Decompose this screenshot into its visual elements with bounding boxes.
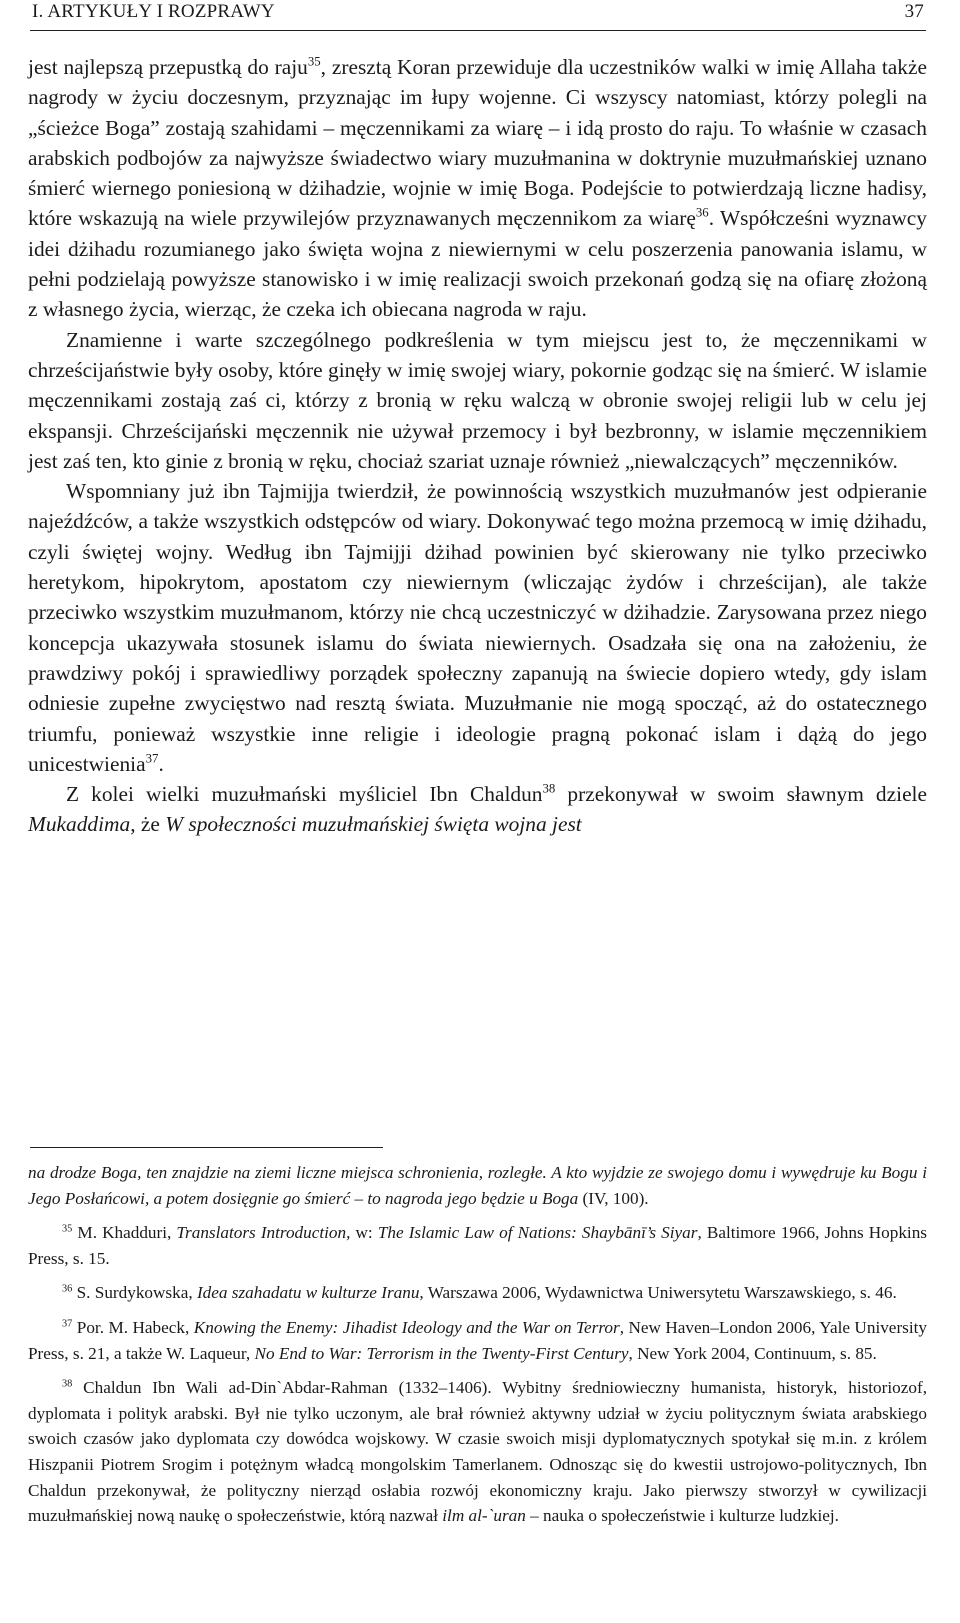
text-run: Znamienne i warte szczególnego podkreślenia w tym miejscu jest to, że męczennikami w chrześcijaństwie były osoby, które ginęły w imię swojej wiary, pokornie godząc się na śmierć. W islamie męczennikami zostają zaś ci, którzy z bronią w ręku walczą w obronie swojej religii lub w celu jej ekspansji. Chrześcijański męczennik nie używał przemocy i był bezbronny, w islamie męczennikiem jest zaś ten, kto ginie z bronią w ręku, chociaż szariat uznaje również „niewalczących” męczenników. (28, 327, 927, 473)
footnote-ref: 37 (145, 751, 159, 766)
paragraph-3 (28, 476, 927, 779)
text-run: – nauka o społeczeństwie i kulturze ludzkiej. (525, 1506, 839, 1526)
footnotes (28, 1160, 927, 1538)
italic-run: Knowing the Enemy: Jihadist Ideology and the War on Terror (193, 1317, 620, 1337)
text-run: , zresztą Koran przewiduje dla uczestników walki w imię Allaha także nagrody w życiu doczesnym, przyznając im łupy wojenne. Ci wszyscy natomiast, którzy polegli na „ścieżce Boga” zostają szahidami – męczennikami za wiarę – i idą prosto do raju. To właśnie w czasach arabskich podbojów za najwyższe świadectwo wiary muzułmanina w doktrynie muzułmańskiej uznano śmierć wiernego poniesioną w dżihadzie, wojnie w imię Boga. Podejście to potwierdzają liczne hadisy, które wskazują na wiele przywilejów przyznawanych męczennikom za wiarę (28, 55, 927, 231)
footnote-36 (28, 1280, 927, 1306)
text-run: . Współcześni wyznawcy idei dżihadu rozumianego jako święta wojna z niewiernymi w celu poszerzenia panowania islamu, w pełni podzielają powyższe stanowisko i w imię realizacji swoich przekonań godzą się na ofiarę złożoną z własnego życia, wierząc, że czeka ich obiecana nagroda w raju. (28, 206, 927, 322)
text-run: przekonywał w swoim sławnym dziele (555, 782, 927, 807)
text-run: M. Khadduri, (72, 1223, 177, 1243)
text-run: S. Surdykowska, (72, 1283, 197, 1303)
text-run: , Warszawa 2006, Wydawnictwa Uniwersytetu Warszawskiego, s. 46. (419, 1283, 897, 1303)
italic-run: The Islamic Law of Nations: Shaybānī’s Siyar (377, 1223, 698, 1243)
italic-run: na drodze Boga, ten znajdzie na ziemi liczne miejsca schronienia, rozległe. A kto wyjdzie ze swojego domu i wywędruje ku Bogu i Jego Posłańcowi, a potem dosięgnie go śmierć – to nagroda jego będzie u Boga (28, 1163, 927, 1208)
paragraph-1 (28, 52, 927, 325)
footnote-37 (28, 1315, 927, 1366)
text-run: Wspomniany już ibn Tajmijja twierdził, że powinnością wszystkich muzułmanów jest odpieranie najeźdźców, a także wszystkich odstępców od wiary. Dokonywać tego można przemocą w imię dżihadu, czyli świętej wojny. Według ibn Tajmijji dżihad powinien być skierowany nie tylko przeciwko heretykom, hipokrytom, apostatom czy niewiernym (wliczając żydów i chrześcijan), ale także przeciwko wszystkim muzułmanom, którzy nie chcą uczestniczyć w dżihadzie. Zarysowana przez niego koncepcja ukazywała stosunek islamu do świata niewiernych. Osadzała się ona na założeniu, że prawdziwy pokój i sprawiedliwy porządek społeczny zapanują na świecie dopiero wtedy, gdy islam odniesie zupełne zwycięstwo nad resztą świata. Muzułmanie nie mogą spocząć, aż do ostatecznego triumfu, ponieważ wszystkie inne religie i ideologie pragną pokonać islam i dążą do jego unicestwienia (28, 479, 927, 776)
running-header (30, 0, 926, 31)
italic-run: Mukaddima (28, 812, 131, 837)
section-title: I. ARTYKUŁY I ROZPRAWY (32, 1, 275, 22)
text-run: Chaldun Ibn Wali ad-Din`Abdar-Rahman (1332–1406). Wybitny średniowieczny humanista, historyk, historiozof, dyplomata i polityk arabski. Był nie tylko uczonym, ale brał również aktywny udział w życiu politycznym świata arabskiego swoich czasów jako dyplomata czy dowódca wojskowy. W czasie swoich misji dyplomatycznych spotykał się m.in. z królem Hiszpanii Piotrem Srogim i potężnym władcą mongolskim Tamerlanem. Odnosząc się do kwestii ustrojowo-politycznych, Ibn Chaldun przekonywał, że polityczny nierząd osłabia rozwój ekonomiczny kraju. Jako pierwszy stworzył w cywilizacji muzułmańskiej nową naukę o społeczeństwie, którą nazwał (28, 1378, 927, 1526)
italic-run: Translators Introduction, (176, 1223, 351, 1243)
text-run: jest najlepszą przepustką do raju (28, 55, 308, 79)
footnote-ref: 36 (62, 1283, 73, 1295)
footnote-ref: 36 (695, 206, 709, 221)
text-run: , New York 2004, Continuum, s. 85. (628, 1343, 877, 1363)
text-run: , Baltimore 1966, Johns Hopkins Press, s. 15. (28, 1223, 927, 1268)
footnote-38 (28, 1375, 927, 1529)
footnote-ref: 35 (62, 1223, 73, 1235)
italic-run: ilm al-`uran (442, 1506, 526, 1526)
footnote-ref: 38 (62, 1378, 73, 1390)
italic-run: No End to War: Terrorism in the Twenty-First Century (254, 1343, 629, 1363)
footnote-separator (30, 1147, 383, 1148)
text-run: . (158, 751, 164, 776)
paragraph-2 (28, 325, 927, 476)
footnote-ref: 35 (307, 54, 321, 69)
footnote-ref: 37 (62, 1318, 73, 1330)
text-run: (IV, 100). (578, 1188, 649, 1208)
main-text (28, 52, 927, 840)
footnote-continuation (28, 1160, 927, 1211)
text-run: w: (350, 1223, 378, 1243)
text-run: Z kolei wielki muzułmański myśliciel Ibn Chaldun (66, 782, 543, 807)
page-number: 37 (904, 1, 924, 22)
paragraph-4 (28, 779, 927, 840)
text-run: Por. M. Habeck, (72, 1317, 194, 1337)
footnote-ref: 38 (542, 781, 556, 796)
footnote-35 (28, 1220, 927, 1271)
text-run: , New Haven–London 2006, Yale University Press, s. 21, a także W. Laqueur, (28, 1317, 927, 1363)
italic-run: Idea szahadatu w kulturze Iranu (196, 1283, 420, 1303)
italic-run: W społeczności muzułmańskiej święta wojna jest (165, 812, 582, 837)
text-run: , że (130, 812, 166, 837)
